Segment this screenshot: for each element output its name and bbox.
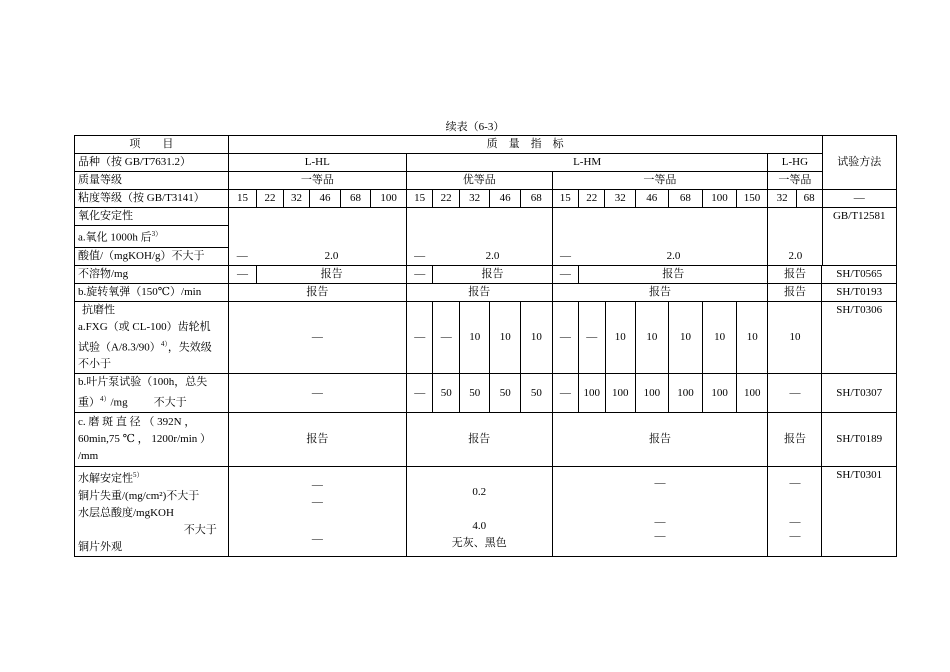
hydrolysis-hm-first-dash: — bbox=[654, 529, 666, 542]
hydrolysis-hg-dash: — bbox=[789, 529, 801, 542]
wear-line4: 不小于 bbox=[78, 358, 111, 371]
vane-hm-sup-value: 50 bbox=[433, 374, 459, 413]
rotary-method: SH/T0193 bbox=[822, 283, 897, 301]
product-hl: L-HL bbox=[228, 154, 406, 172]
wear-line3 bbox=[78, 336, 225, 357]
oxidation-hg-value: 2.0 bbox=[788, 249, 803, 262]
wear-hm-sup-value: 10 bbox=[459, 301, 490, 374]
scar-hg-report: 报告 bbox=[768, 412, 822, 466]
vane-hl-dash: — bbox=[228, 374, 406, 413]
oxidation-hm-sup-dash: — bbox=[414, 249, 426, 262]
vane-label bbox=[75, 374, 229, 413]
hydrolysis-hm-first bbox=[552, 466, 768, 556]
oxidation-sub-a-text: a.氧化 1000h 后 bbox=[78, 231, 152, 244]
scar-line3: /mm bbox=[78, 449, 99, 462]
insoluble-label: 不溶物/mg bbox=[75, 265, 229, 283]
hydrolysis-hl-dash: — bbox=[311, 532, 323, 545]
hydrolysis-hg-dash: — bbox=[789, 515, 801, 528]
rotary-hl-report: 报告 bbox=[228, 283, 406, 301]
vane-hm-first-value: 100 bbox=[736, 374, 768, 413]
hydrolysis-title bbox=[78, 467, 225, 488]
hydrolysis-hl-dash: — bbox=[311, 478, 323, 491]
vane-hm-sup-value: 50 bbox=[459, 374, 490, 413]
oxidation-hm-first-dash: — bbox=[559, 249, 571, 262]
viscosity-hm-sup: 68 bbox=[520, 190, 552, 208]
vane-hm-first-value: 100 bbox=[703, 374, 737, 413]
insoluble-hm-sup-report: 报告 bbox=[433, 265, 552, 283]
oxidation-title: 氧化安定性 bbox=[75, 208, 229, 226]
vane-line2a: 重） bbox=[78, 396, 100, 409]
hydrolysis-method: SH/T0301 bbox=[822, 466, 897, 556]
hydrolysis-acid-value: 4.0 bbox=[472, 519, 487, 532]
scar-method: SH/T0189 bbox=[822, 412, 897, 466]
quality-spec-table-lower bbox=[74, 265, 897, 557]
vane-hm-first-value: 100 bbox=[636, 374, 669, 413]
viscosity-hm-first: 15 bbox=[552, 190, 578, 208]
viscosity-hm-sup: 15 bbox=[406, 190, 432, 208]
vane-hm-first-dash: — bbox=[552, 374, 578, 413]
product-hg: L-HG bbox=[768, 154, 822, 172]
viscosity-hm-first: 150 bbox=[736, 190, 768, 208]
hydrolysis-hl bbox=[228, 466, 406, 556]
hydrolysis-copper-loss: 铜片失重/(mg/cm²)不大于 bbox=[78, 489, 200, 502]
header-method: 试验方法 bbox=[822, 136, 896, 190]
insoluble-hm-first-report: 报告 bbox=[579, 265, 768, 283]
hydrolysis-row bbox=[75, 466, 897, 556]
vane-row bbox=[75, 374, 897, 413]
hydrolysis-title-text: 水解安定性 bbox=[78, 472, 133, 485]
rotary-hm-first-report: 报告 bbox=[552, 283, 768, 301]
wear-label bbox=[75, 301, 229, 374]
grade-label: 质量等级 bbox=[75, 172, 229, 190]
vane-footnote: 4） bbox=[100, 395, 111, 404]
viscosity-hl: 22 bbox=[257, 190, 283, 208]
vane-method: SH/T0307 bbox=[822, 374, 897, 413]
viscosity-hm-first: 22 bbox=[578, 190, 604, 208]
wear-hm-first-dash: — bbox=[579, 301, 605, 374]
hydrolysis-copper-loss-value: 0.2 bbox=[472, 485, 487, 498]
header-item: 项 目 bbox=[75, 136, 229, 154]
wear-hm-sup-value: 10 bbox=[521, 301, 553, 374]
hydrolysis-hm-first-dash: — bbox=[654, 476, 666, 489]
vane-hm-first-value: 100 bbox=[579, 374, 605, 413]
oxidation-acid-label: 酸值/（mgKOH/g）不大于 bbox=[75, 247, 229, 265]
oxidation-sub-a bbox=[75, 226, 229, 248]
table-caption: 续表（6-3） bbox=[445, 121, 505, 133]
viscosity-hm-first: 32 bbox=[605, 190, 636, 208]
oxidation-hl-value: 2.0 bbox=[324, 249, 339, 262]
scar-label bbox=[75, 412, 229, 466]
wear-line3-text: 试验（A/8.3/90） bbox=[78, 341, 161, 354]
vane-line1: b.叶片泵试验（100h，总失 bbox=[78, 376, 208, 389]
viscosity-hl: 46 bbox=[310, 190, 341, 208]
vane-hg-dash: — bbox=[768, 374, 822, 413]
oxidation-method: GB/T12581 bbox=[822, 208, 896, 266]
hydrolysis-hg-dash: — bbox=[789, 476, 801, 489]
viscosity-hm-first: 68 bbox=[668, 190, 703, 208]
scar-line2: 60min,75 ℃ ， 1200r/min ） bbox=[78, 432, 211, 445]
wear-hm-first-value: 10 bbox=[668, 301, 703, 374]
vane-hm-sup-value: 50 bbox=[521, 374, 553, 413]
wear-title: 抗磨性 bbox=[82, 303, 115, 316]
wear-row bbox=[75, 301, 897, 374]
scar-hm-first-report: 报告 bbox=[552, 412, 768, 466]
oxidation-footnote: 3） bbox=[151, 230, 163, 238]
insoluble-row bbox=[75, 265, 897, 283]
product-hm: L-HM bbox=[406, 154, 767, 172]
scar-hl-report: 报告 bbox=[228, 412, 406, 466]
header-row bbox=[75, 136, 897, 154]
viscosity-hg: 68 bbox=[796, 190, 822, 208]
wear-hg-value: 10 bbox=[768, 301, 822, 374]
viscosity-hl: 15 bbox=[228, 190, 257, 208]
grade-hg: 一等品 bbox=[768, 172, 822, 190]
viscosity-hm-sup: 32 bbox=[459, 190, 490, 208]
oxidation-values-overlay bbox=[74, 247, 897, 265]
viscosity-hm-first: 100 bbox=[703, 190, 737, 208]
viscosity-hg: 32 bbox=[768, 190, 797, 208]
wear-hm-sup-dash: — bbox=[433, 301, 459, 374]
hydrolysis-footnote: 5） bbox=[133, 470, 144, 479]
viscosity-method: — bbox=[822, 190, 896, 208]
vane-line2 bbox=[78, 391, 225, 412]
vane-hm-first-value: 100 bbox=[668, 374, 703, 413]
viscosity-hl: 32 bbox=[283, 190, 309, 208]
wear-hm-first-value: 10 bbox=[736, 301, 768, 374]
rotary-hg-report: 报告 bbox=[768, 283, 822, 301]
wear-hm-first-dash: — bbox=[552, 301, 578, 374]
wear-hm-sup-value: 10 bbox=[490, 301, 521, 374]
wear-method: SH/T0306 bbox=[822, 301, 897, 374]
viscosity-row bbox=[75, 190, 897, 208]
wear-hm-sup-dash: — bbox=[407, 301, 433, 374]
grade-row bbox=[75, 172, 897, 190]
hydrolysis-hm-first-dash: — bbox=[654, 515, 666, 528]
rotary-label: b.旋转氧弹（150℃）/min bbox=[75, 283, 229, 301]
oxidation-hm-first-value: 2.0 bbox=[666, 249, 681, 262]
scar-hm-sup-report: 报告 bbox=[407, 412, 553, 466]
insoluble-hm-first-dash: — bbox=[552, 265, 578, 283]
grade-hm-first: 一等品 bbox=[552, 172, 768, 190]
hydrolysis-hg bbox=[768, 466, 822, 556]
insoluble-hg-report: 报告 bbox=[768, 265, 822, 283]
oxidation-hl-dash: — bbox=[236, 249, 248, 262]
wear-hm-first-value: 10 bbox=[703, 301, 737, 374]
scar-line1: c. 磨 斑 直 径 （ 392N ， bbox=[78, 415, 196, 428]
wear-hm-first-value: 10 bbox=[636, 301, 669, 374]
insoluble-hm-sup-dash: — bbox=[407, 265, 433, 283]
vane-hm-first-value: 100 bbox=[605, 374, 636, 413]
insoluble-method: SH/T0565 bbox=[822, 265, 897, 283]
hydrolysis-label bbox=[75, 466, 229, 556]
wear-hm-first-value: 10 bbox=[605, 301, 636, 374]
wear-hl-dash: — bbox=[228, 301, 406, 374]
grade-hl: 一等品 bbox=[228, 172, 406, 190]
wear-footnote: 4） bbox=[160, 339, 168, 348]
wear-line2: a.FXG（或 CL-100）齿轮机 bbox=[78, 320, 211, 333]
viscosity-hl: 68 bbox=[340, 190, 371, 208]
grade-hm-superior: 优等品 bbox=[406, 172, 552, 190]
viscosity-hl: 100 bbox=[371, 190, 407, 208]
viscosity-hm-first: 46 bbox=[635, 190, 668, 208]
insoluble-hl-report: 报告 bbox=[257, 265, 407, 283]
quality-spec-table bbox=[74, 135, 897, 266]
insoluble-hl-dash: — bbox=[228, 265, 257, 283]
hydrolysis-hl-dash: — bbox=[311, 495, 323, 508]
vane-hm-sup-dash: — bbox=[407, 374, 433, 413]
hydrolysis-appearance-value: 无灰、黑色 bbox=[451, 536, 507, 549]
product-row bbox=[75, 154, 897, 172]
product-label: 品种（按 GB/T7631.2） bbox=[75, 154, 229, 172]
viscosity-hm-sup: 46 bbox=[490, 190, 521, 208]
hydrolysis-appearance: 铜片外观 bbox=[78, 540, 122, 553]
wear-line3b: ，失效级 bbox=[167, 341, 212, 354]
scar-row bbox=[75, 412, 897, 466]
hydrolysis-acid: 水层总酸度/mgKOH bbox=[78, 506, 174, 519]
header-quality: 质 量 指 标 bbox=[228, 136, 822, 154]
oxidation-title-row bbox=[75, 208, 897, 226]
viscosity-hm-sup: 22 bbox=[433, 190, 459, 208]
hydrolysis-acid-max: 不大于 bbox=[183, 523, 217, 536]
rotary-hm-sup-report: 报告 bbox=[407, 283, 553, 301]
hydrolysis-hm-sup bbox=[407, 466, 553, 556]
vane-hm-sup-value: 50 bbox=[490, 374, 521, 413]
vane-line2b: /mg bbox=[110, 396, 128, 409]
oxidation-hm-sup-value: 2.0 bbox=[485, 249, 500, 262]
rotary-row bbox=[75, 283, 897, 301]
vane-line2c: 不大于 bbox=[153, 396, 187, 409]
viscosity-label: 粘度等级（按 GB/T3141） bbox=[75, 190, 229, 208]
